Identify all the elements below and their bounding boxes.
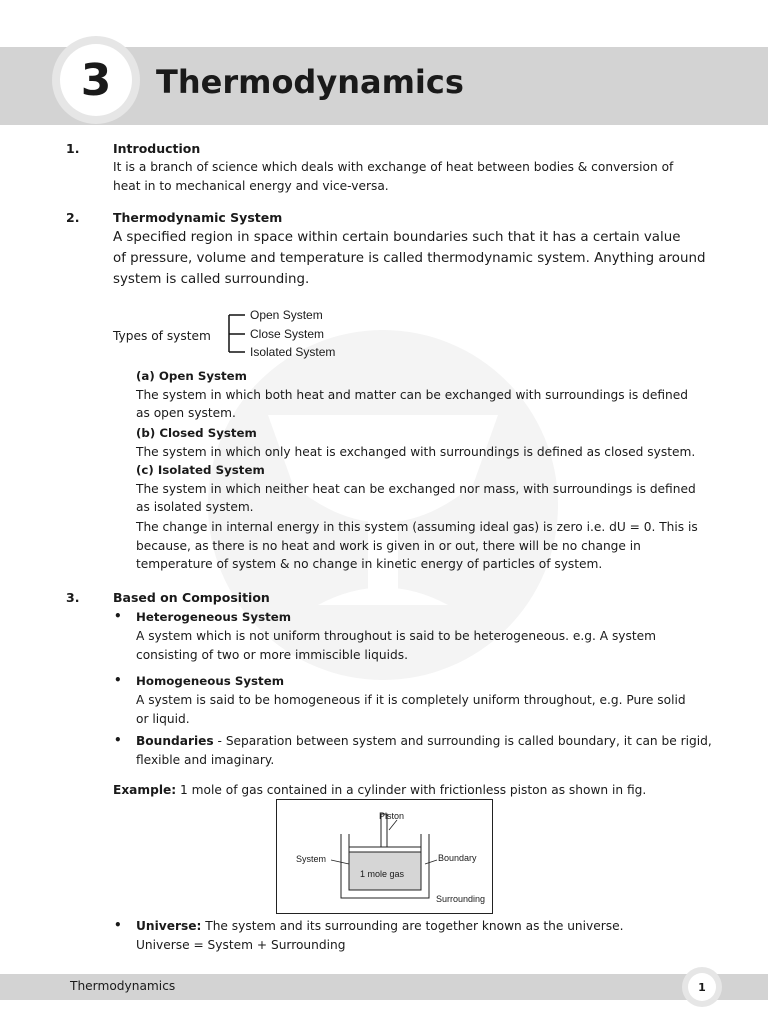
open-system-line-2: as open system. bbox=[136, 406, 236, 420]
footer-title: Thermodynamics bbox=[70, 979, 176, 993]
isolated-system-line-2: as isolated system. bbox=[136, 500, 254, 514]
section-3-title: Based on Composition bbox=[113, 590, 270, 605]
surrounding-label: Surrounding bbox=[436, 894, 486, 904]
heterogeneous-line-2: consisting of two or more immiscible liquids. bbox=[136, 648, 408, 662]
closed-system-line-1: The system in which only heat is exchanged with surroundings is defined as closed system. bbox=[136, 445, 696, 459]
section-2-line-2: of pressure, volume and temperature is called thermodynamic system. Anything around bbox=[113, 251, 706, 266]
chapter-title: Thermodynamics bbox=[156, 63, 464, 101]
section-2-line-1: A specified region in space within certain boundaries such that it has a certain value bbox=[113, 230, 681, 245]
closed-system-title: (b) Closed System bbox=[136, 426, 257, 440]
system-label: System bbox=[296, 854, 327, 864]
type-isolated: Isolated System bbox=[250, 345, 336, 359]
open-system-title: (a) Open System bbox=[136, 369, 247, 383]
heterogeneous-line-1: A system which is not uniform throughout is said to be heterogeneous. e.g. A system bbox=[136, 629, 657, 643]
isolated-system-line-3: The change in internal energy in this system (assuming ideal gas) is zero i.e. dU = 0. This is bbox=[136, 520, 698, 534]
bullet-icon: • bbox=[114, 673, 122, 687]
section-1-number: 1. bbox=[66, 141, 80, 156]
type-open: Open System bbox=[250, 308, 323, 322]
section-2-line-3: system is called surrounding. bbox=[113, 272, 310, 287]
homogeneous-line-2: or liquid. bbox=[136, 712, 190, 726]
isolated-system-line-1: The system in which neither heat can be exchanged nor mass, with surroundings is defined bbox=[136, 482, 696, 496]
isolated-system-title: (c) Isolated System bbox=[136, 463, 265, 477]
boundary-label: Boundary bbox=[438, 853, 477, 863]
section-1-line-2: heat in to mechanical energy and vice-versa. bbox=[113, 179, 389, 193]
type-close: Close System bbox=[250, 327, 325, 341]
piston-label: Piston bbox=[379, 811, 405, 821]
universe-equation: Universe = System + Surrounding bbox=[136, 938, 346, 952]
page-number: 1 bbox=[688, 973, 716, 1001]
homogeneous-line-1: A system is said to be homogeneous if it is completely uniform throughout, e.g. Pure solid bbox=[136, 693, 686, 707]
section-2-number: 2. bbox=[66, 210, 80, 225]
types-bracket bbox=[225, 312, 249, 356]
open-system-line-1: The system in which both heat and matter can be exchanged with surroundings is defined bbox=[136, 388, 688, 402]
section-3-number: 3. bbox=[66, 590, 80, 605]
boundaries-title: Boundaries bbox=[136, 734, 214, 748]
section-1-title: Introduction bbox=[113, 141, 201, 156]
watermark-logo bbox=[258, 410, 508, 610]
universe-line bbox=[136, 917, 623, 936]
bullet-icon: • bbox=[114, 609, 122, 623]
section-1-line-1: It is a branch of science which deals with exchange of heat between bodies & conversion of bbox=[113, 160, 674, 174]
heterogeneous-title: Heterogeneous System bbox=[136, 610, 292, 624]
example-text: 1 mole of gas contained in a cylinder with frictionless piston as shown in fig. bbox=[176, 783, 647, 797]
chapter-number: 3 bbox=[60, 44, 132, 116]
piston-figure bbox=[276, 799, 493, 914]
boundaries-text: - Separation between system and surrounding is called boundary, it can be rigid, bbox=[213, 734, 712, 748]
example-title: Example: bbox=[113, 783, 177, 797]
universe-title: Universe: bbox=[136, 919, 202, 933]
bullet-icon: • bbox=[114, 733, 122, 747]
example-line bbox=[113, 781, 646, 800]
homogeneous-title: Homogeneous System bbox=[136, 674, 284, 688]
boundaries-line-2: flexible and imaginary. bbox=[136, 753, 275, 767]
gas-label: 1 mole gas bbox=[360, 869, 405, 879]
types-label: Types of system bbox=[113, 329, 211, 343]
isolated-system-line-4: because, as there is no heat and work is given in or out, there will be no change in bbox=[136, 539, 641, 553]
boundaries-line-1 bbox=[136, 732, 712, 751]
universe-text: The system and its surrounding are together known as the universe. bbox=[201, 919, 624, 933]
section-2-title: Thermodynamic System bbox=[113, 210, 283, 225]
isolated-system-line-5: temperature of system & no change in kinetic energy of particles of system. bbox=[136, 557, 603, 571]
bullet-icon: • bbox=[114, 918, 122, 932]
